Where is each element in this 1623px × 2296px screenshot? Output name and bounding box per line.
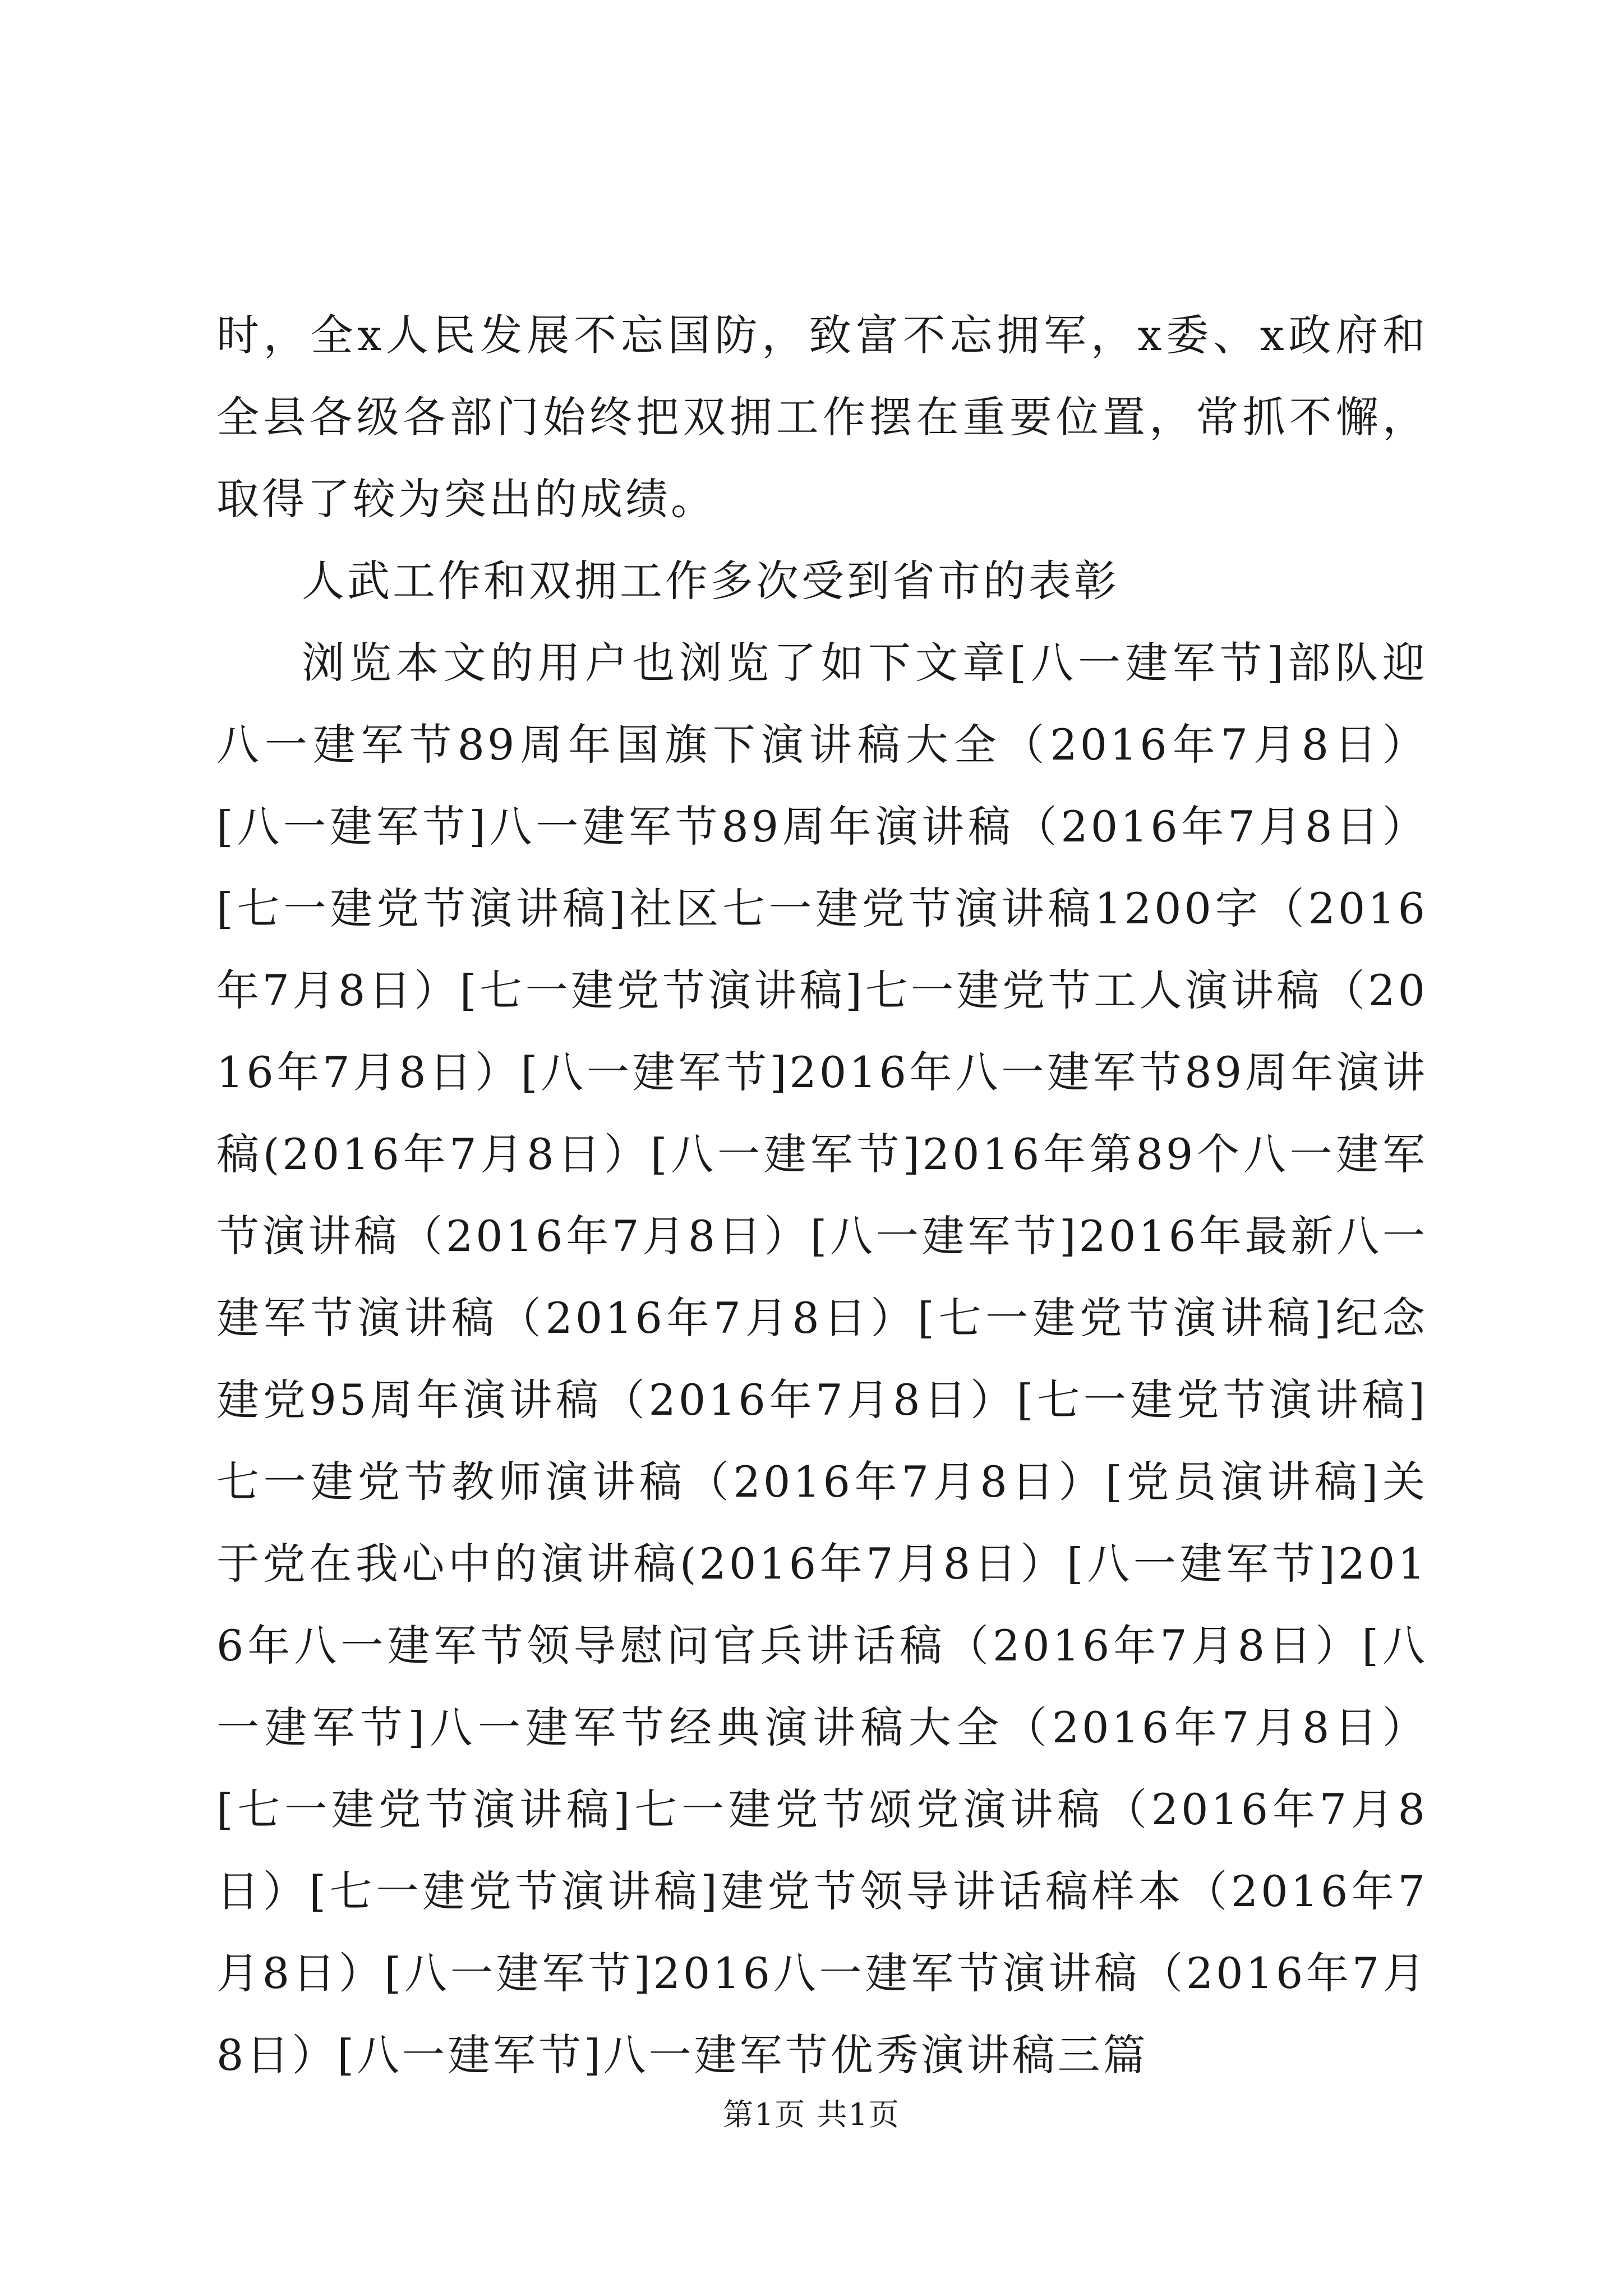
paragraph-3: 浏览本文的用户也浏览了如下文章[八一建军节]部队迎八一建军节89周年国旗下演讲稿大全（2016年7月8日）[八一建军节]八一建军节89周年演讲稿（2016年7月8日）[七一建党节演讲稿]社区七一建党节演讲稿1200字（2016年7月8日）[七一建党节演讲稿]七一建党节工人演讲稿（2016年7月8日）[八一建军节]2016年八一建军节89周年演讲稿(2016年7月8日）[八一建军节]2016年第89个八一建军节演讲稿（2016年7月8日）[八一建军节]2016年最新八一建军节演讲稿（2016年7月8日）[七一建党节演讲稿]纪念建党95周年演讲稿（2016年7月8日）[七一建党节演讲稿]七一建党节教师演讲稿（2016年7月8日）[党员演讲稿]关于党在我心中的演讲稿(2016年7月8日）[八一建军节]2016年八一建军节领导慰问官兵讲话稿（2016年7月8日）[八一建军节]八一建军节经典演讲稿大全（2016年7月8日）[七一建党节演讲稿]七一建党节颂党演讲稿（2016年7月8日）[七一建党节演讲稿]建党节领导讲话稿样本（2016年7月8日）[八一建军节]2016八一建军节演讲稿（2016年7月8日）[八一建军节]八一建军节优秀演讲稿三篇 [216, 638, 1428, 2080]
document-body [216, 295, 1428, 2096]
paragraph-2: 人武工作和双拥工作多次受到省市的表彰 [302, 556, 1119, 606]
paragraph-1: 时，全x人民发展不忘国防，致富不忘拥军，x委、x政府和全县各级各部门始终把双拥工作摆在重要位置，常抓不懈，取得了较为突出的成绩。 [216, 310, 1428, 524]
page-footer: 第1页 共1页 [723, 2097, 900, 2132]
